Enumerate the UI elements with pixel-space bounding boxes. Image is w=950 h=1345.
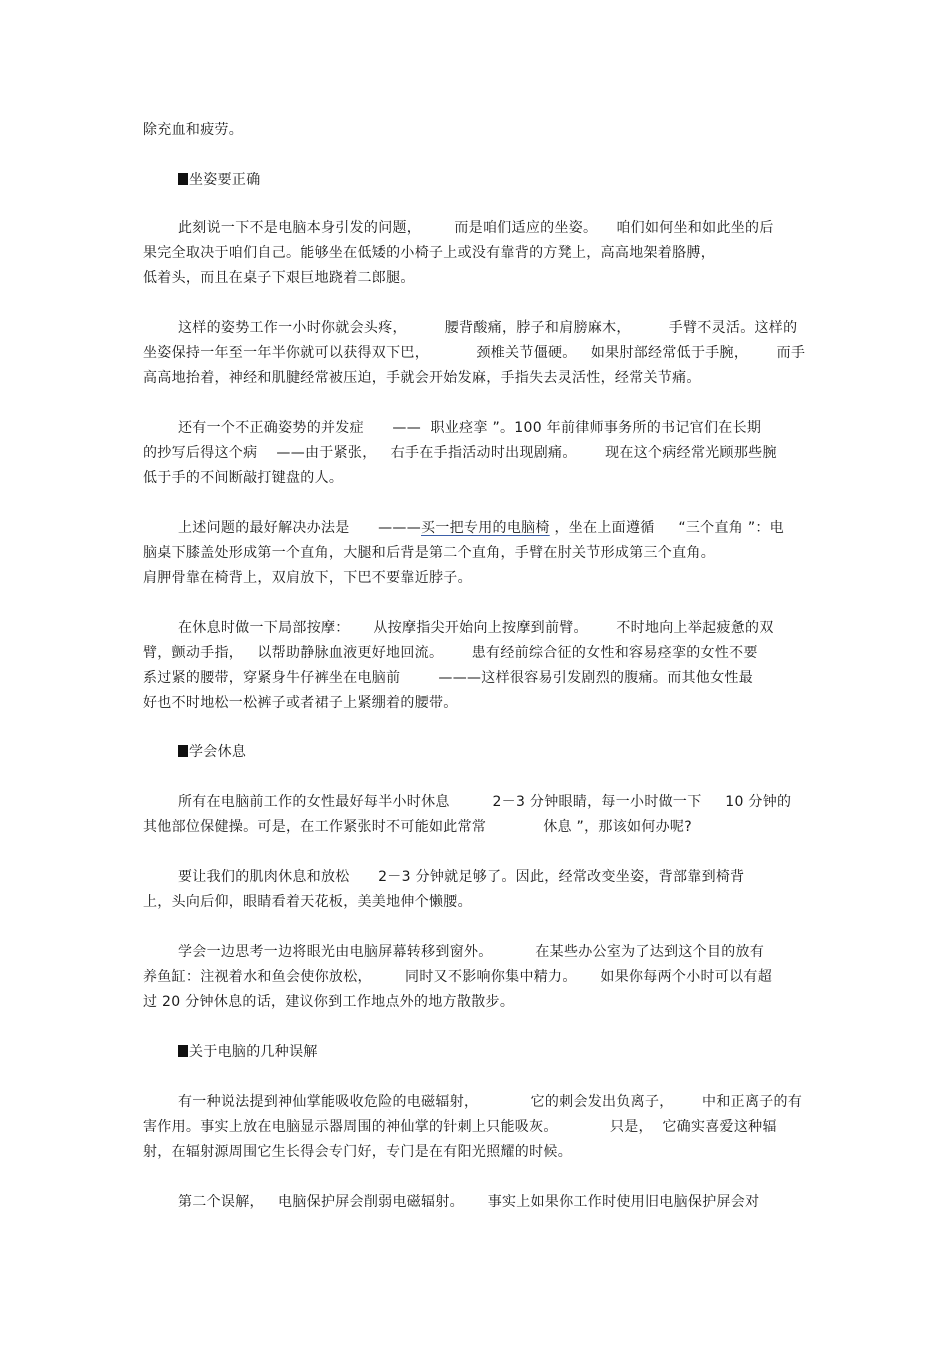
paragraph-line: 射，在辐射源周围它生长得会专门好，专门是在有阳光照耀的时候。 [143,1144,572,1160]
paragraph-line: 坐姿保持一年至一年半你就可以获得双下巴， 颈椎关节僵硬。 如果肘部经常低于手腕， 而手 [143,345,806,361]
paragraph-line: 除充血和疲劳。 [143,122,244,138]
paragraph-line: 其他部位保健操。可是，在工作紧张时不可能如此常常 休息 ”，那该如何办呢? [143,819,692,835]
paragraph-line: 上述问题的最好解决办法是 ———买一把专用的电脑椅 ，坐在上面遵循 “三个直角 ”：电 [178,520,784,536]
square-bullet-icon [178,1045,188,1057]
paragraph-line: 养鱼缸：注视着水和鱼会使你放松， 同时又不影响你集中精力。 如果你每两个小时可以有超 [143,969,772,985]
paragraph-line: 果完全取决于咱们自己。能够坐在低矮的小椅子上或没有靠背的方凳上，高高地架着胳膊， [143,245,715,261]
paragraph-line: 低于手的不间断敲打键盘的人。 [143,470,344,486]
paragraph-line: 这样的姿势工作一小时你就会头疼， 腰背酸痛，脖子和肩膀麻木， 手臂不灵活。这样的 [178,320,798,336]
paragraph-line: 臂，颤动手指， 以帮助静脉血液更好地回流。 患有经前综合征的女性和容易痉挛的女性不要 [143,645,758,661]
paragraph-line: 系过紧的腰带，穿紧身牛仔裤坐在电脑前 ———这样很容易引发剧烈的腹痛。而其他女性最 [143,670,753,686]
section-heading: 学会休息 [178,742,246,762]
paragraph-line: 低着头，而且在桌子下艰巨地跷着二郎腿。 [143,270,415,286]
section-heading: 关于电脑的几种误解 [178,1042,318,1062]
section-heading: 坐姿要正确 [178,170,261,190]
paragraph-line: 第二个误解， 电脑保护屏会削弱电磁辐射。 事实上如果你工作时使用旧电脑保护屏会对 [178,1194,760,1210]
paragraph-line: 脑桌下膝盖处形成第一个直角，大腿和后背是第二个直角，手臂在肘关节形成第三个直角。 [143,545,715,561]
paragraph-line: 上，头向后仰，眼睛看着天花板，美美地伸个懒腰。 [143,894,472,910]
paragraph-line: 有一种说法提到神仙掌能吸收危险的电磁辐射， 它的刺会发出负离子， 中和正离子的有 [178,1094,803,1110]
square-bullet-icon [178,745,188,757]
paragraph-line: 在休息时做一下局部按摩： 从按摩指尖开始向上按摩到前臂。 不时地向上举起疲惫的双 [178,620,774,636]
paragraph-line: 害作用。事实上放在电脑显示器周围的神仙掌的针刺上只能吸灰。 只是， 它确实喜爱这种辐 [143,1119,777,1135]
paragraph-line: 的抄写后得这个病 ——由于紧张， 右手在手指活动时出现剧痛。 现在这个病经常光顾那些腕 [143,445,777,461]
paragraph-line: 过 20 分钟休息的话，建议你到工作地点外的地方散散步。 [143,994,515,1010]
square-bullet-icon [178,173,188,185]
paragraph-line: 所有在电脑前工作的女性最好每半小时休息 2－3 分钟眼睛，每一小时做一下 10 分钟的 [178,794,792,810]
paragraph-line: 要让我们的肌肉休息和放松 2－3 分钟就足够了。因此，经常改变坐姿，背部靠到椅背 [178,869,745,885]
paragraph-line: 学会一边思考一边将眼光由电脑屏幕转移到窗外。 在某些办公室为了达到这个目的放有 [178,944,765,960]
paragraph-line: 肩胛骨靠在椅背上，双肩放下，下巴不要靠近脖子。 [143,570,472,586]
paragraph-line: 此刻说一下不是电脑本身引发的问题， 而是咱们适应的坐姿。 咱们如何坐和如此坐的后 [178,220,774,236]
paragraph-line: 高高地抬着，神经和肌腱经常被压迫，手就会开始发麻，手指失去灵活性，经常关节痛。 [143,370,701,386]
paragraph-line: 还有一个不正确姿势的并发症 —— 职业痉挛 ”。100 年前律师事务所的书记官们在长期 [178,420,762,436]
chair-link[interactable]: 买一把专用的电脑椅 [421,520,550,536]
paragraph-line: 好也不时地松一松裤子或者裙子上紧绷着的腰带。 [143,695,458,711]
